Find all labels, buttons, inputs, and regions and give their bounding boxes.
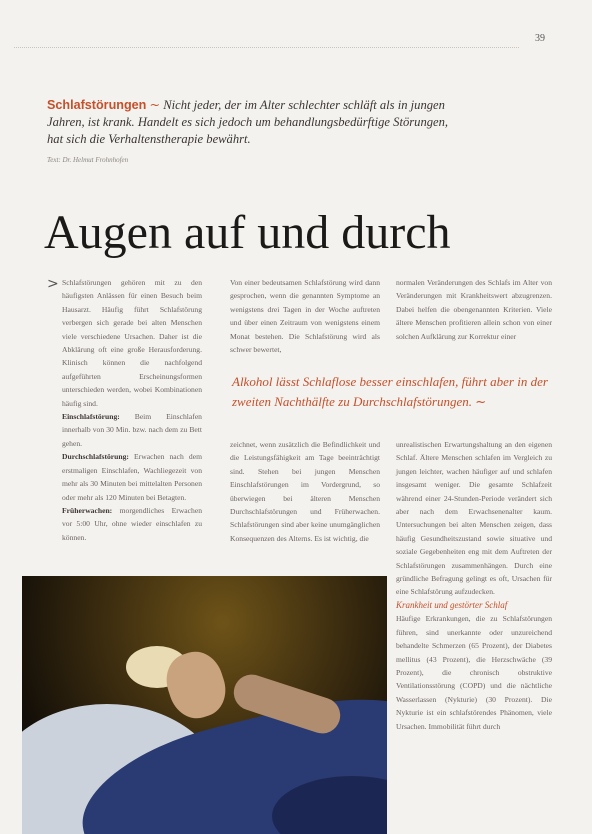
- page-number: 39: [535, 33, 545, 44]
- column-3-top: normalen Veränderungen des Schlafs im Alter von Veränderungen mit Krankheitswert abzugrenzen. Dabei helfen die obengenannten Kriterien. Viele ältere Menschen profitieren allein schon von einer solchen Aufklärung zur Korrektur einer: [396, 278, 552, 341]
- tilde-ornament-icon: ~: [149, 97, 161, 112]
- intro-block: [47, 96, 467, 148]
- start-arrow-icon: >: [47, 276, 59, 292]
- col1-item: Durchschlafstörung: Erwachen nach dem erstmaligen Einschlafen, Wachliegezeit von mehr als 30 Minuten bei mittelalten Personen oder mehr als 120 Minuten bei Betagten.: [62, 452, 202, 502]
- intro-text: Nicht jeder, der im Alter schlechter schläft als in jungen Jahren, ist krank. Handelt es sich jedoch um behandlungsbedürftige Störungen, hat sich die Verhaltenstherapie bewährt.: [47, 98, 449, 146]
- pull-quote: Alkohol lässt Schlaflose besser einschlafen, führt aber in der zweiten Nachthälfte zu Durchschlafstörungen. ~: [232, 374, 548, 410]
- header-rule: [14, 47, 519, 48]
- photo-sleepless-woman: [22, 576, 387, 834]
- col1-intro: Schlafstörungen gehören mit zu den häufigsten Anlässen für einen Besuch beim Hausarzt. Häufig führt Schlafstörung verbergen sich gerade bei alten Menschen viele verschiedene Ursachen. Daher ist die Abklärung oft eine große Herausforderung. Klinisch können die nachfolgend aufgeführten Erscheinungsformen unterschieden werden, wobei Kombinationen häufig sind.: [62, 278, 202, 408]
- kicker: Schlafstörungen: [47, 98, 147, 112]
- column-3-bottom: unrealistischen Erwartungshaltung an den eigenen Schlaf. Ältere Menschen schlafen im Vergleich zu jungen leichter, wachen häufiger auf und schlafen insgesamt weniger. Die gesamte Schlafzeit während einer 24-Stunden-Periode verändert sich aber nach dem Erwachsenenalter kaum. Untersuchungen bei alten Menschen zeigen, dass häufig Gesundheitszustand sowie situative und soziale Gegebenheiten eng mit dem Auftreten der Schlafstörungen zusammenhängen. Durch eine gründliche Befragung gelingt es oft, Ursachen für eine Schlafstörung aufzudecken. Krankheit und gestörter Schlaf Häufige Erkrankungen, die zu Schlafstörungen führen, sind unerkannte oder unzureichend behandelte Schmerzen (65 Prozent), der Diabetes mellitus (43 Prozent), die Herzschwäche (39 Prozent), die chronisch obstruktive Ventilationsstörung (COPD) und die nächtliche Wasserlassen (Nykturie) (30 Prozent). Die Nykturie ist ein schlafstörendes Phänomen, viele Ursachen. Immobilität führt durch: [396, 440, 552, 731]
- byline: Text: Dr. Helmut Frohnhofen: [47, 156, 129, 164]
- tilde-ornament-icon: ~: [475, 395, 487, 410]
- col1-item: Einschlafstörung: Beim Einschlafen innerhalb von 30 Min. bzw. nach dem zu Bett gehen.: [62, 412, 202, 448]
- headline: Augen auf und durch: [44, 206, 451, 259]
- column-1: [62, 276, 202, 544]
- col1-item: Früherwachen: morgendliches Erwachen vor 5:00 Uhr, ohne wieder einschlafen zu können.: [62, 505, 202, 542]
- subheading: Krankheit und gestörter Schlaf: [396, 599, 508, 610]
- column-2-bottom: zeichnet, wenn zusätzlich die Befindlichkeit und die Leistungsfähigkeit am Tage beeinträchtigt sind. Stehen bei jungen Menschen Einschlafstörungen im Vordergrund, so überwiegen bei älteren Menschen Durchschlafstörungen und Früherwachen. Schlafstörungen sind aber keine unumgänglichen Konsequenzen des Alterns. Es ist wichtig, die: [230, 440, 380, 543]
- column-2-top: Von einer bedeutsamen Schlafstörung wird dann gesprochen, wenn die genannten Symptome an wenigstens drei Tagen in der Woche auftreten und über einen Zeitraum von wenigstens einem Monat bestehen. Die Schlafstörung wird als schwer bewertet,: [230, 278, 380, 355]
